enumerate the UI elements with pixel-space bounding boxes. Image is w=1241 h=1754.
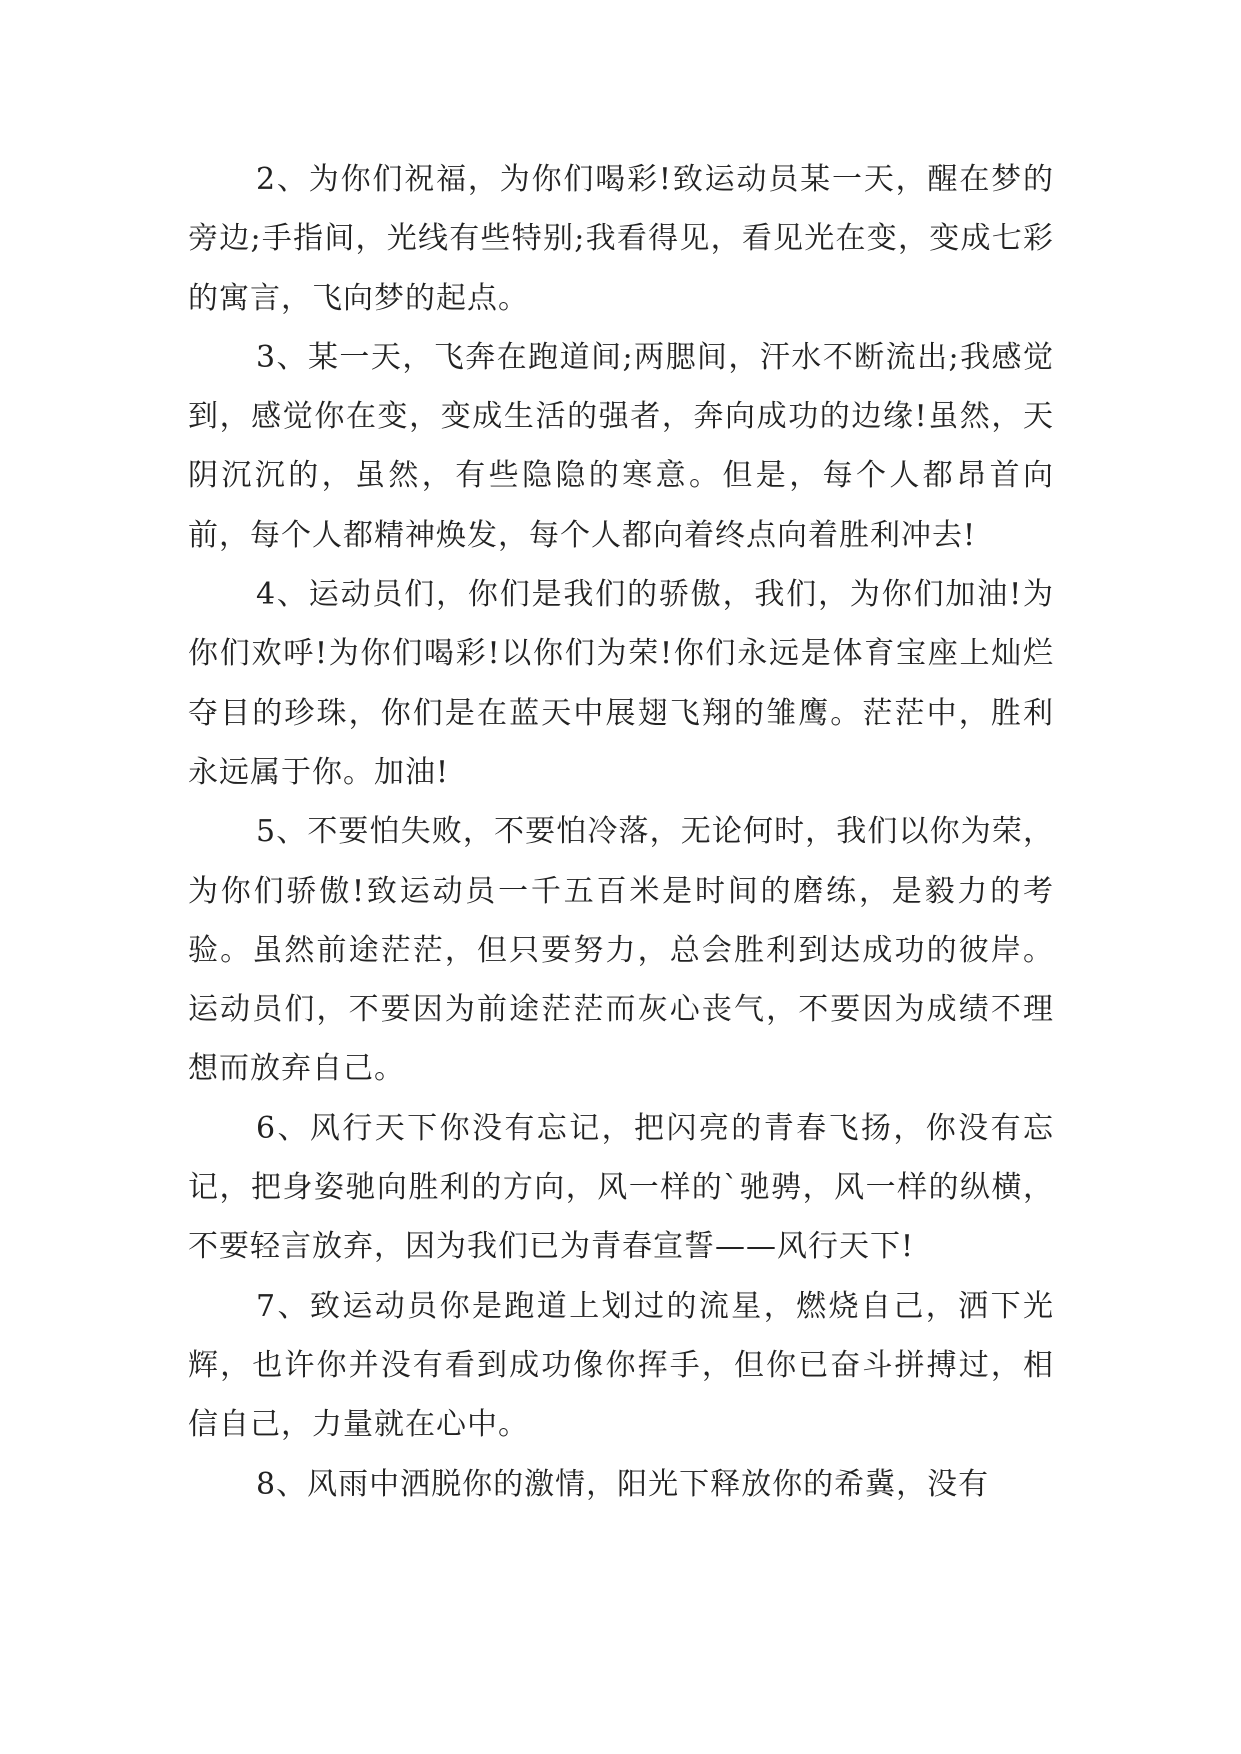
paragraph-7: 7、致运动员你是跑道上划过的流星，燃烧自己，洒下光辉，也许你并没有看到成功像你挥手，但你已奋斗拼搏过，相信自己，力量就在心中。 xyxy=(188,1288,1054,1443)
paragraph-5: 5、不要怕失败，不要怕冷落，无论何时，我们以你为荣，为你们骄傲!致运动员一千五百米是时间的磨练，是毅力的考验。虽然前途茫茫，但只要努力，总会胜利到达成功的彼岸。运动员们，不要因为前途茫茫而灰心丧气，不要因为成绩不理想而放弃自己。 xyxy=(188,814,1054,1087)
paragraph-4: 4、运动员们，你们是我们的骄傲，我们，为你们加油!为你们欢呼!为你们喝彩!以你们为荣!你们永远是体育宝座上灿烂夺目的珍珠，你们是在蓝天中展翅飞翔的雏鹰。茫茫中，胜利永远属于你。加油! xyxy=(188,577,1054,790)
document-body xyxy=(188,150,1054,1514)
paragraph-3: 3、某一天，飞奔在跑道间;两腮间，汗水不断流出;我感觉到，感觉你在变，变成生活的强者，奔向成功的边缘!虽然，天阴沉沉的，虽然，有些隐隐的寒意。但是，每个人都昂首向前，每个人都精神焕发，每个人都向着终点向着胜利冲去! xyxy=(188,339,1054,553)
paragraph-8: 8、风雨中洒脱你的激情，阳光下释放你的希冀，没有 xyxy=(256,1466,990,1502)
paragraph-6: 6、风行天下你没有忘记，把闪亮的青春飞扬，你没有忘记，把身姿驰向胜利的方向，风一样的`驰骋，风一样的纵横，不要轻言放弃，因为我们已为青春宣誓——风行天下! xyxy=(188,1110,1054,1265)
paragraph-2: 2、为你们祝福，为你们喝彩!致运动员某一天，醒在梦的旁边;手指间，光线有些特别;我看得见，看见光在变，变成七彩的寓言，飞向梦的起点。 xyxy=(188,162,1054,316)
